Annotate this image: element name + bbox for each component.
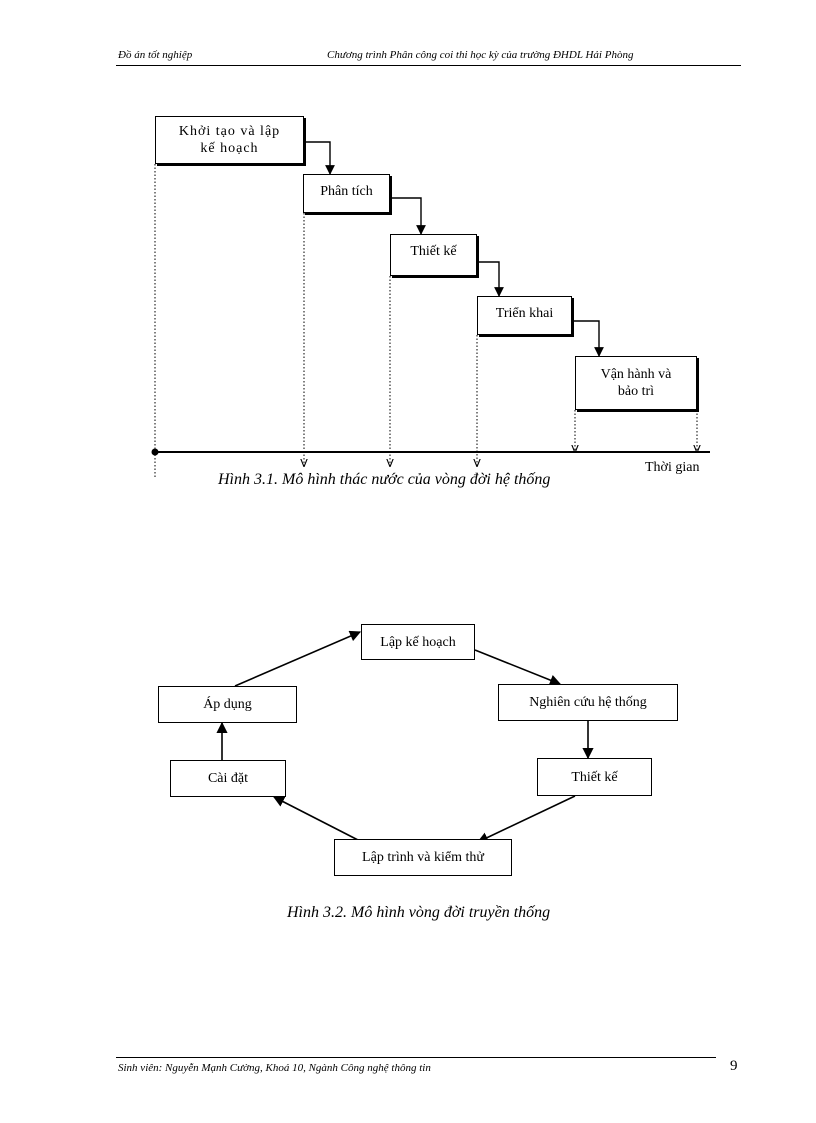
header-right: Chương trình Phân công coi thi học kỳ của trường ĐHDL Hải Phòng <box>327 49 634 61</box>
node-design-label: Thiết kế <box>571 769 618 785</box>
stage-analysis <box>303 174 390 213</box>
stage-operation-maintenance <box>575 356 697 410</box>
cycle-arrows <box>222 632 588 842</box>
timeline-dotted-lines <box>155 164 700 478</box>
node-application <box>158 686 297 723</box>
page-number: 9 <box>730 1058 738 1074</box>
stage-operation-line2: bảo trì <box>617 384 655 399</box>
stage-initiation-line2: kế hoạch <box>200 141 259 156</box>
stage-design-label: Thiết kế <box>410 244 457 259</box>
time-axis <box>152 449 711 456</box>
node-application-label: Áp dụng <box>203 697 252 712</box>
figure2-caption: Hình 3.2. Mô hình vòng đời truyền thống <box>287 904 551 921</box>
footer-student: Sinh viên: Nguyễn Mạnh Cường, Khoá 10, Ngành Công nghệ thông tin <box>118 1062 431 1074</box>
stage-initiation-planning <box>155 116 304 164</box>
node-programming-testing-label: Lập trình và kiểm thử <box>362 850 484 865</box>
node-planning-label: Lập kế hoạch <box>380 634 456 650</box>
node-design <box>537 758 652 796</box>
footer-rule <box>116 1057 716 1058</box>
stage-operation-line1: Vận hành và <box>600 367 672 382</box>
stage-initiation-line1: Khởi tạo và lập <box>178 124 281 139</box>
node-installation-label: Cài đặt <box>207 771 249 786</box>
figure1-caption: Hình 3.1. Mô hình thác nước của vòng đời hệ thống <box>218 471 551 488</box>
stage-deployment <box>477 296 572 335</box>
node-programming-testing <box>334 839 512 876</box>
stage-analysis-label: Phân tích <box>320 184 373 199</box>
node-installation <box>170 760 286 797</box>
time-axis-label: Thời gian <box>645 460 700 475</box>
node-system-research-label: Nghiên cứu hệ thống <box>529 695 647 710</box>
stage-design <box>390 234 477 276</box>
node-system-research <box>498 684 678 721</box>
header-left: Đồ án tốt nghiệp <box>118 49 193 61</box>
node-planning <box>361 624 475 660</box>
stage-deployment-label: Triển khai <box>495 306 554 321</box>
